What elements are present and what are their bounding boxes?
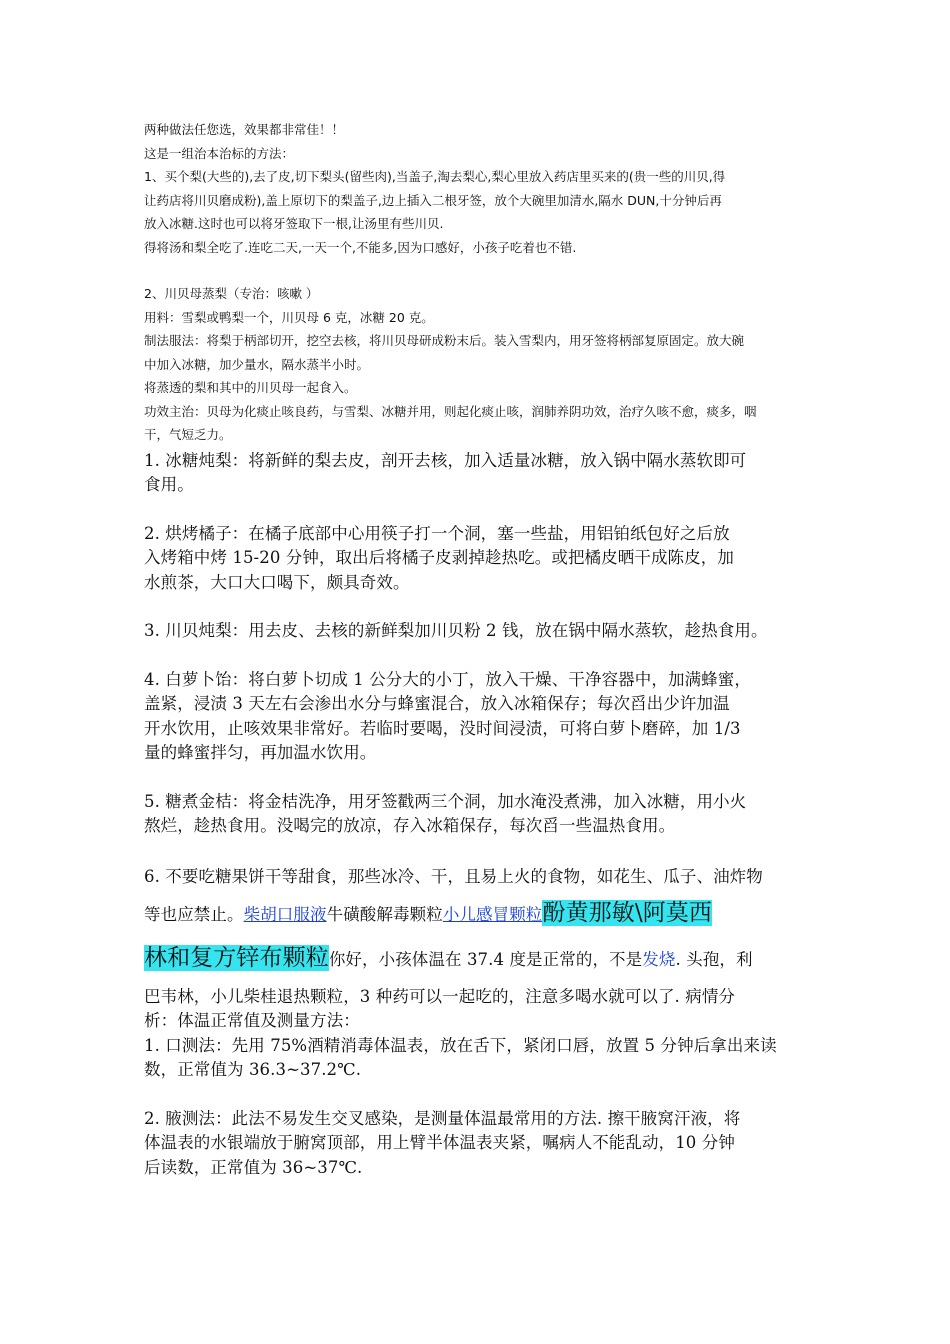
method2-prep: 制法服法：将梨于柄部切开，挖空去核，将川贝母研成粉末后。装入雪梨内，用牙签将柄部复原固定。放大碗	[144, 333, 745, 348]
remedy-6-mixed	[144, 895, 814, 933]
highlighted-text: 林和复方锌布颗粒	[144, 944, 329, 971]
method1-line: 放入冰糖.这时也可以将牙签取下一根,让汤里有些川贝.	[144, 216, 444, 231]
remedy-6-mixed	[144, 933, 814, 985]
remedy-6-text: . 头孢，利	[675, 949, 753, 969]
remedy-2: 水煎茶，大口大口喝下，颇具奇效。	[144, 572, 410, 592]
temp-method-1: 1. 口测法：先用 75%酒精消毒体温表，放在舌下，紧闭口唇，放置 5 分钟后拿出来读	[144, 1035, 777, 1055]
method2-effect: 干，气短乏力。	[144, 427, 232, 442]
highlighted-text: \	[634, 899, 643, 926]
remedy-5: 熬烂，趁热食用。没喝完的放凉，存入冰箱保存，每次舀一些温热食用。	[144, 816, 676, 835]
remedy-2: 2. 烘烤橘子：在橘子底部中心用筷子打一个洞，塞一些盐，用铝铂纸包好之后放	[144, 523, 730, 543]
intro-line: 这是一组治本治标的方法：	[144, 145, 295, 161]
highlighted-text: 阿莫西	[642, 899, 712, 926]
document-page	[144, 118, 814, 1180]
xiaoer-cold-link[interactable]: 小儿感冒颗粒	[442, 904, 543, 924]
remedy-4: 4. 白萝卜饴：将白萝卜切成 1 公分大的小丁，放入干燥、干净容器中，加满蜂蜜，	[144, 669, 751, 689]
intro-line: 两种做法任您选，效果都非常佳！！	[144, 122, 345, 137]
chaihu-link[interactable]: 柴胡口服液	[243, 904, 327, 924]
temp-method-2: 体温表的水银端放于腑窝顶部，用上臂半体温表夹紧，嘱病人不能乱动，10 分钟	[144, 1133, 735, 1152]
remedy-6: 6. 不要吃糖果饼干等甜食，那些冰冷、干，且易上火的食物，如花生、瓜子、油炸物	[144, 866, 763, 886]
spacer	[144, 766, 814, 790]
temp-method-2: 后读数，正常值为 36~37℃.	[144, 1157, 363, 1177]
temp-method-2: 2. 腋测法：此法不易发生交叉感染，是测量体温最常用的方法. 擦干腋窝汗液，将	[144, 1108, 741, 1128]
spacer	[144, 595, 814, 619]
temp-method-1: 数，正常值为 36.3~37.2℃.	[144, 1060, 362, 1079]
method1-line: 1、买个梨(大些的),去了皮,切下梨头(留些肉),当盖子,淘去梨心,梨心里放入药店里买来的(贵一些的川贝,得	[144, 169, 726, 184]
remedies-section	[144, 449, 814, 1181]
method1-line: 得将汤和梨全吃了.连吃二天,一天一个,不能多,因为口感好，小孩子吃着也不错.	[144, 239, 577, 255]
remedy-4: 开水饮用，止咳效果非常好。若临时要喝，没时间浸渍，可将白萝卜磨碎，加 1/3	[144, 718, 741, 738]
method2-effect: 功效主治：贝母为化痰止咳良药，与雪梨、冰糖并用，则起化痰止咳，润肺养阴功效，治疗久咳不愈，痰多，咽	[144, 403, 757, 419]
highlighted-text: 酚黄那敏	[542, 899, 635, 926]
method2-eat: 将蒸透的梨和其中的川贝母一起食入。	[144, 380, 357, 395]
intro-section	[144, 118, 814, 447]
spacer	[144, 839, 814, 859]
method2-prep: 中加入冰糖，加少量水，隔水蒸半小时。	[144, 356, 370, 372]
remedy-6: 巴韦林，小儿柴桂退热颗粒，3 种药可以一起吃的，注意多喝水就可以了. 病情分	[144, 986, 736, 1006]
method2-title: 2、川贝母蒸梨（专治：咳嗽 ）	[144, 286, 319, 301]
remedy-1: 食用。	[144, 475, 194, 494]
remedy-5: 5. 糖煮金桔：将金桔洗净，用牙签戳两三个洞，加水淹没煮沸，加入冰糖，用小火	[144, 791, 747, 811]
remedy-6-text: 牛磺酸解毒颗粒	[326, 904, 443, 924]
remedy-3: 3. 川贝炖梨：用去皮、去核的新鲜梨加川贝粉 2 钱，放在锅中隔水蒸软，趁热食用。	[144, 621, 768, 640]
remedy-6-text: 你好，小孩体温在 37.4 度是正常的，不是	[328, 949, 643, 969]
remedy-1: 1. 冰糖炖梨：将新鲜的梨去皮，剖开去核，加入适量冰糖，放入锅中隔水蒸软即可	[144, 450, 747, 470]
method1-line: 让药店将川贝磨成粉),盖上原切下的梨盖子,边上插入二根牙签，放个大碗里加清水,隔水 DUN,十分钟后再	[144, 192, 722, 208]
remedy-4: 盖紧，浸渍 3 天左右会渗出水分与蜂蜜混合，放入冰箱保存；每次舀出少许加温	[144, 694, 730, 713]
remedy-2: 入烤箱中烤 15-20 分钟，取出后将橘子皮剥掉趁热吃。或把橘皮晒干成陈皮，加	[144, 548, 734, 567]
remedy-6-text: 等也应禁止。	[144, 904, 244, 924]
spacer	[144, 1083, 814, 1107]
remedy-6: 析：体温正常值及测量方法：	[144, 1011, 360, 1030]
spacer	[144, 259, 814, 282]
spacer	[144, 498, 814, 522]
remedy-4: 量的蜂蜜拌匀，再加温水饮用。	[144, 743, 377, 762]
spacer	[144, 644, 814, 668]
fever-link[interactable]: 发烧	[642, 949, 676, 969]
method2-ingredients: 用料：雪梨或鸭梨一个，川贝母 6 克，冰糖 20 克。	[144, 309, 434, 325]
